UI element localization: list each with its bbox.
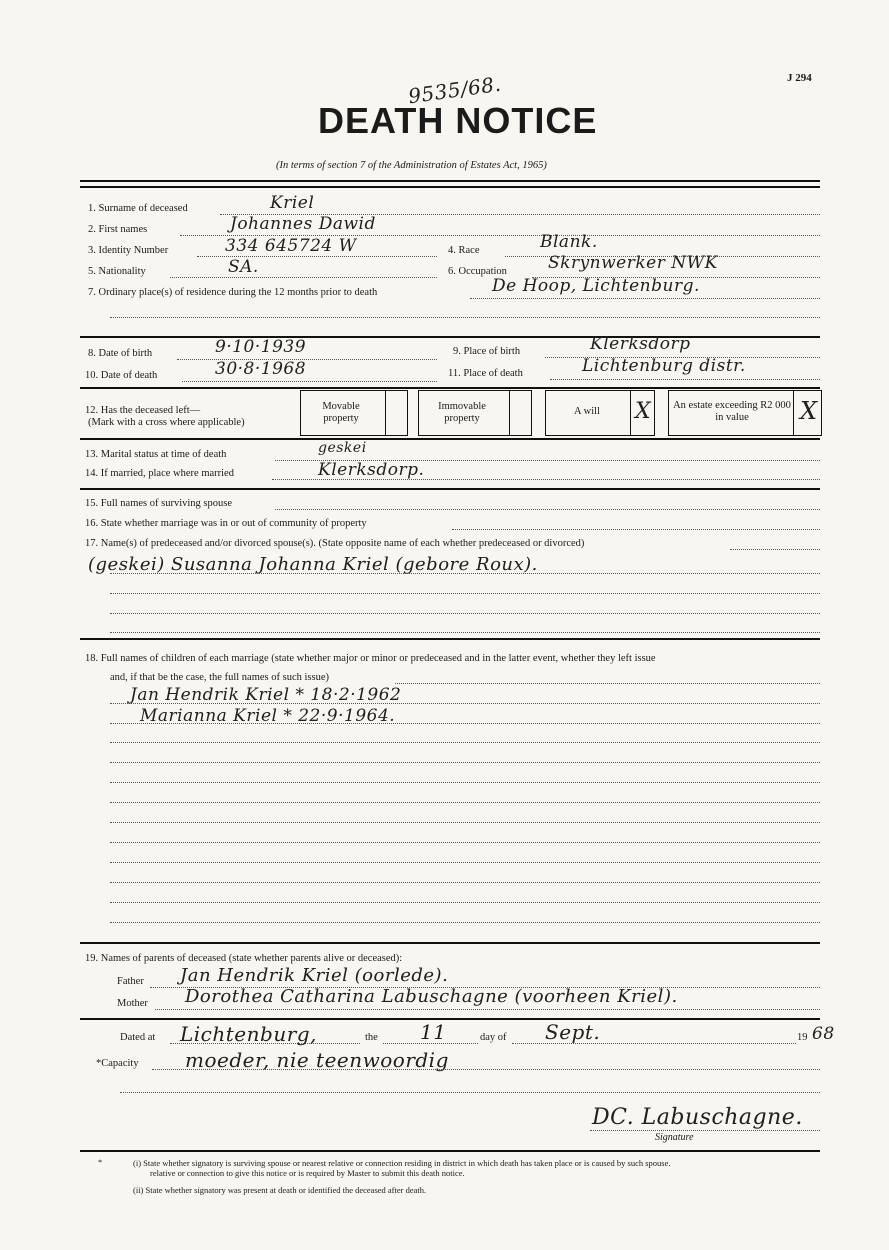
residence-line-1 <box>470 298 820 299</box>
children-line-8 <box>110 822 820 823</box>
place-of-death-value: Lichtenburg distr. <box>582 356 746 376</box>
predeceased-spouse-label: 17. Name(s) of predeceased and/or divorced spouse(s). (State opposite name of each whether predeceased or divorced) <box>85 538 585 549</box>
footer-rule <box>80 1150 820 1152</box>
occupation-value: Skrynwerker NWK <box>548 253 718 273</box>
date-of-birth-value: 9·10·1939 <box>215 337 307 357</box>
header-rule-top <box>80 180 820 182</box>
signature-line <box>590 1130 820 1131</box>
surviving-spouse-line <box>275 509 820 510</box>
estate-cross-mark: X <box>800 397 818 425</box>
children-line-10 <box>110 862 820 863</box>
predeceased-spouse-line-1 <box>730 549 820 550</box>
children-line-7 <box>110 802 820 803</box>
predeceased-spouse-line-4 <box>110 613 820 614</box>
signature: DC. Labuschagne. <box>592 1105 803 1130</box>
nationality-value: SA. <box>228 257 259 277</box>
will-cross-mark: X <box>635 399 652 424</box>
dated-at-label: Dated at <box>120 1032 156 1043</box>
identity-number-label: 3. Identity Number <box>88 245 169 256</box>
section-rule-7 <box>80 1018 820 1020</box>
marital-status-value: geskei <box>318 440 367 456</box>
capacity-label: *Capacity <box>96 1058 139 1069</box>
place-of-birth-label: 9. Place of birth <box>453 346 521 357</box>
immovable-property-box <box>418 390 532 436</box>
children-line-4 <box>110 742 820 743</box>
father-label-text: Father <box>117 976 144 987</box>
immovable-property-checkbox[interactable] <box>509 391 532 435</box>
signature-label: Signature <box>655 1132 694 1143</box>
dated-at-value: Lichtenburg, <box>180 1022 317 1046</box>
mother-value: Dorothea Catharina Labuschagne (voorheen Kriel). <box>185 986 678 1007</box>
marriage-place-label: 14. If married, place where married <box>85 468 234 479</box>
predeceased-spouse-line-5 <box>110 632 820 633</box>
date-of-birth-label: 8. Date of birth <box>88 348 153 359</box>
capacity-value: moeder, nie teenwoordig <box>185 1048 449 1072</box>
marriage-place-value: Klerksdorp. <box>318 460 425 480</box>
predeceased-spouse-line-3 <box>110 593 820 594</box>
identity-number-value: 334 645724 W <box>225 236 357 256</box>
children-line-11 <box>110 882 820 883</box>
estate-value-checkbox[interactable] <box>793 391 822 435</box>
child-1: Jan Hendrik Kriel * 18·2·1962 <box>130 685 402 705</box>
estate-question-hint: (Mark with a cross where applicable) <box>88 417 245 428</box>
children-line-13 <box>110 922 820 923</box>
footnote-star: * <box>98 1157 103 1167</box>
date-of-death-label: 10. Date of death <box>85 370 158 381</box>
handwritten-reference: 9535/68. <box>406 71 503 109</box>
month-value: Sept. <box>545 1020 601 1044</box>
children-label-cont: and, if that be the case, the full names of such issue) <box>110 672 329 683</box>
father-value: Jan Hendrik Kriel (oorlede). <box>180 965 449 986</box>
marital-status-label: 13. Marital status at time of death <box>85 449 227 460</box>
children-label: 18. Full names of children of each marriage (state whether major or minor or predeceased and in the latter event, whether they left issue <box>85 653 656 664</box>
footnote-1-line-1: (i) State whether signatory is surviving spouse or nearest relative or connection residing in district in which death has taken place or is caused by such spouse. <box>133 1158 671 1168</box>
residence-label: 7. Ordinary place(s) of residence during the 12 months prior to death <box>88 287 378 298</box>
residence-value: De Hoop, Lichtenburg. <box>492 276 700 296</box>
estate-value-text: An estate exceeding R2 000 in value <box>673 400 791 423</box>
residence-line-2 <box>110 317 820 318</box>
year-value: 68 <box>812 1024 835 1044</box>
movable-property-text: Movable property <box>322 401 360 424</box>
mother-line <box>155 1009 820 1010</box>
children-line-6 <box>110 782 820 783</box>
page-title: DEATH NOTICE <box>318 100 598 141</box>
section-rule-2 <box>80 387 820 389</box>
race-label: 4. Race <box>448 245 480 256</box>
predeceased-spouse-value: (geskei) Susanna Johanna Kriel (gebore Roux). <box>88 554 538 575</box>
movable-property-checkbox[interactable] <box>385 391 408 435</box>
day-value: 11 <box>420 1020 447 1044</box>
place-of-death-line <box>550 379 820 380</box>
nationality-line <box>170 277 437 278</box>
predeceased-spouse-line-2 <box>110 573 820 574</box>
will-checkbox[interactable] <box>630 391 655 435</box>
section-rule-3 <box>80 438 820 440</box>
section-rule-1 <box>80 336 820 338</box>
date-of-death-line <box>182 381 437 382</box>
footnote-2: (ii) State whether signatory was present at death or identified the deceased after death. <box>133 1185 427 1195</box>
race-value: Blank. <box>540 232 598 252</box>
nationality-label: 5. Nationality <box>88 266 146 277</box>
immovable-property-text: Immovable property <box>438 401 486 424</box>
section-rule-4 <box>80 488 820 490</box>
footnote-1-line-2: relative or connection to give this notice or is required by Master to submit this death notice. <box>150 1168 465 1178</box>
children-line-1 <box>395 683 820 684</box>
form-code: J 294 <box>787 72 812 84</box>
place-of-death-label: 11. Place of death <box>448 368 523 379</box>
mother-label-text: Mother <box>117 998 148 1009</box>
children-line-5 <box>110 762 820 763</box>
child-2: Marianna Kriel * 22·9·1964. <box>140 706 396 726</box>
surviving-spouse-label: 15. Full names of surviving spouse <box>85 498 232 509</box>
surname-label: 1. Surname of deceased <box>88 203 188 214</box>
children-line-9 <box>110 842 820 843</box>
section-rule-5 <box>80 638 820 640</box>
children-line-12 <box>110 902 820 903</box>
capacity-line-2 <box>120 1092 820 1093</box>
community-property-label: 16. State whether marriage was in or out of community of property <box>85 518 367 529</box>
movable-property-box <box>300 390 408 436</box>
occupation-label: 6. Occupation <box>448 266 507 277</box>
the-label: the <box>365 1032 378 1043</box>
surname-value: Kriel <box>270 193 315 213</box>
estate-value-box <box>668 390 822 436</box>
section-rule-6 <box>80 942 820 944</box>
parents-label: 19. Names of parents of deceased (state whether parents alive or deceased): <box>85 953 403 964</box>
year-prefix: 19 <box>797 1032 808 1043</box>
day-of-label: day of <box>480 1032 507 1043</box>
will-text: A will <box>574 406 600 417</box>
will-box <box>545 390 655 436</box>
date-of-death-value: 30·8·1968 <box>215 359 307 379</box>
place-of-birth-value: Klerksdorp <box>590 334 691 354</box>
header-rule-bottom <box>80 186 820 188</box>
first-names-label: 2. First names <box>88 224 148 235</box>
first-names-value: Johannes Dawid <box>230 214 376 234</box>
page-subtitle: (In terms of section 7 of the Administration of Estates Act, 1965) <box>276 160 547 171</box>
community-property-line <box>452 529 820 530</box>
estate-question-label: 12. Has the deceased left— <box>85 405 201 416</box>
